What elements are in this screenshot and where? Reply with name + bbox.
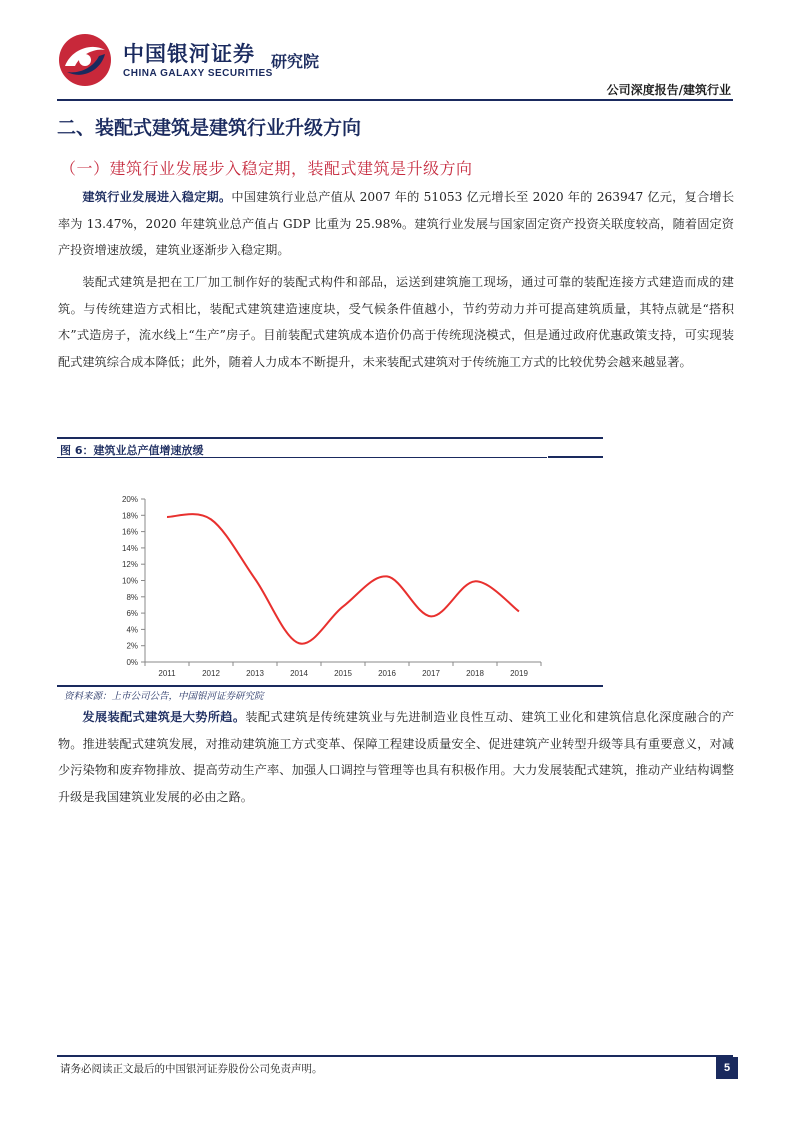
section-heading: 二、装配式建筑是建筑行业升级方向 [57, 117, 362, 139]
y-tick-label: 20% [121, 495, 138, 504]
series-line [167, 514, 519, 644]
growth-line-chart [57, 458, 603, 684]
figure-source: 资料来源：上市公司公告，中国银河证券研究院 [64, 691, 264, 702]
y-tick-label: 14% [121, 543, 138, 553]
report-tag: 公司深度报告/建筑行业 [606, 83, 731, 97]
y-tick-label: 6% [126, 609, 138, 619]
x-tick-label: 2013 [246, 669, 264, 678]
subsection-heading: （一）建筑行业发展步入稳定期，装配式建筑是升级方向 [60, 159, 473, 178]
paragraph-body: 中国建筑行业总产值从 2007 年的 51053 亿元增长至 2020 年的 263947 亿元，复合增长率为 13.47%，2020 年建筑业总产值占 GDP 比重为 25.98%。建筑行业发展与国家固定资产投资关联度较高，随着固定资产投资增速放缓，建筑业逐渐步入稳定期。 [58, 190, 735, 257]
y-tick-label: 8% [126, 592, 138, 602]
figure-title: 图 6：建筑业总产值增速放缓 [60, 444, 204, 457]
y-tick-label: 0% [126, 658, 138, 667]
galaxy-logo-icon [57, 32, 113, 88]
paragraph-industry-stable [58, 184, 734, 264]
y-tick-label: 2% [126, 641, 138, 651]
logo-institute-name: 研究院 [271, 52, 320, 71]
x-tick-label: 2018 [466, 669, 484, 678]
paragraph-prefab-trend [58, 704, 734, 810]
paragraph-body: 装配式建筑是传统建筑业与先进制造业良性互动、建筑工业化和建筑信息化深度融合的产物。推进装配式建筑发展，对推动建筑施工方式变革、保障工程建设质量安全、促进建筑产业转型升级等具有重要意义，对减少污染物和废弃物排放、提高劳动生产率、加强人口调控与管理等也具有积极作用。大力发展装配式建筑，推动产业结构调整升级是我国建筑业发展的必由之路。 [58, 710, 735, 804]
x-tick-label: 2012 [202, 669, 220, 678]
page-number: 5 [716, 1057, 738, 1079]
y-tick-label: 10% [121, 576, 138, 586]
x-tick-label: 2011 [158, 669, 176, 678]
x-tick-label: 2015 [334, 669, 352, 678]
y-tick-label: 18% [121, 511, 138, 521]
paragraph-lead: 建筑行业发展进入稳定期。 [82, 190, 232, 204]
x-tick-label: 2017 [422, 669, 440, 678]
x-tick-label: 2014 [290, 669, 308, 678]
y-tick-label: 16% [121, 527, 138, 537]
y-tick-label: 12% [121, 560, 138, 570]
y-tick-label: 4% [126, 625, 138, 635]
paragraph-lead: 发展装配式建筑是大势所趋。 [82, 710, 246, 724]
page-header [57, 28, 733, 100]
logo-chinese-name: 中国银河证券 [123, 42, 255, 66]
figure-top-rule [57, 437, 603, 439]
x-tick-label: 2016 [378, 669, 396, 678]
x-tick-label: 2019 [510, 669, 528, 678]
header-divider [57, 99, 733, 101]
company-logo [57, 32, 387, 92]
footer-divider [57, 1055, 733, 1057]
footer-disclaimer: 请务必阅读正文最后的中国银河证券股份公司免责声明。 [60, 1063, 323, 1075]
figure-bottom-rule [57, 685, 603, 687]
logo-english-name: CHINA GALAXY SECURITIES [123, 68, 273, 79]
paragraph-prefab-definition: 装配式建筑是把在工厂加工制作好的装配式构件和部品，运送到建筑施工现场，通过可靠的装配连接方式建造而成的建筑。与传统建造方式相比，装配式建筑建造速度块，受气候条件值越小，节约劳动力并可提高建筑质量，其特点就是“搭积木”式造房子，流水线上“生产”房子。目前装配式建筑成本造价仍高于传统现浇模式，但是通过政府优惠政策支持，可实现装配式建筑综合成本降低；此外，随着人力成本不断提升，未来装配式建筑对于传统施工方式的比较优势会越来越显著。 [58, 275, 734, 369]
